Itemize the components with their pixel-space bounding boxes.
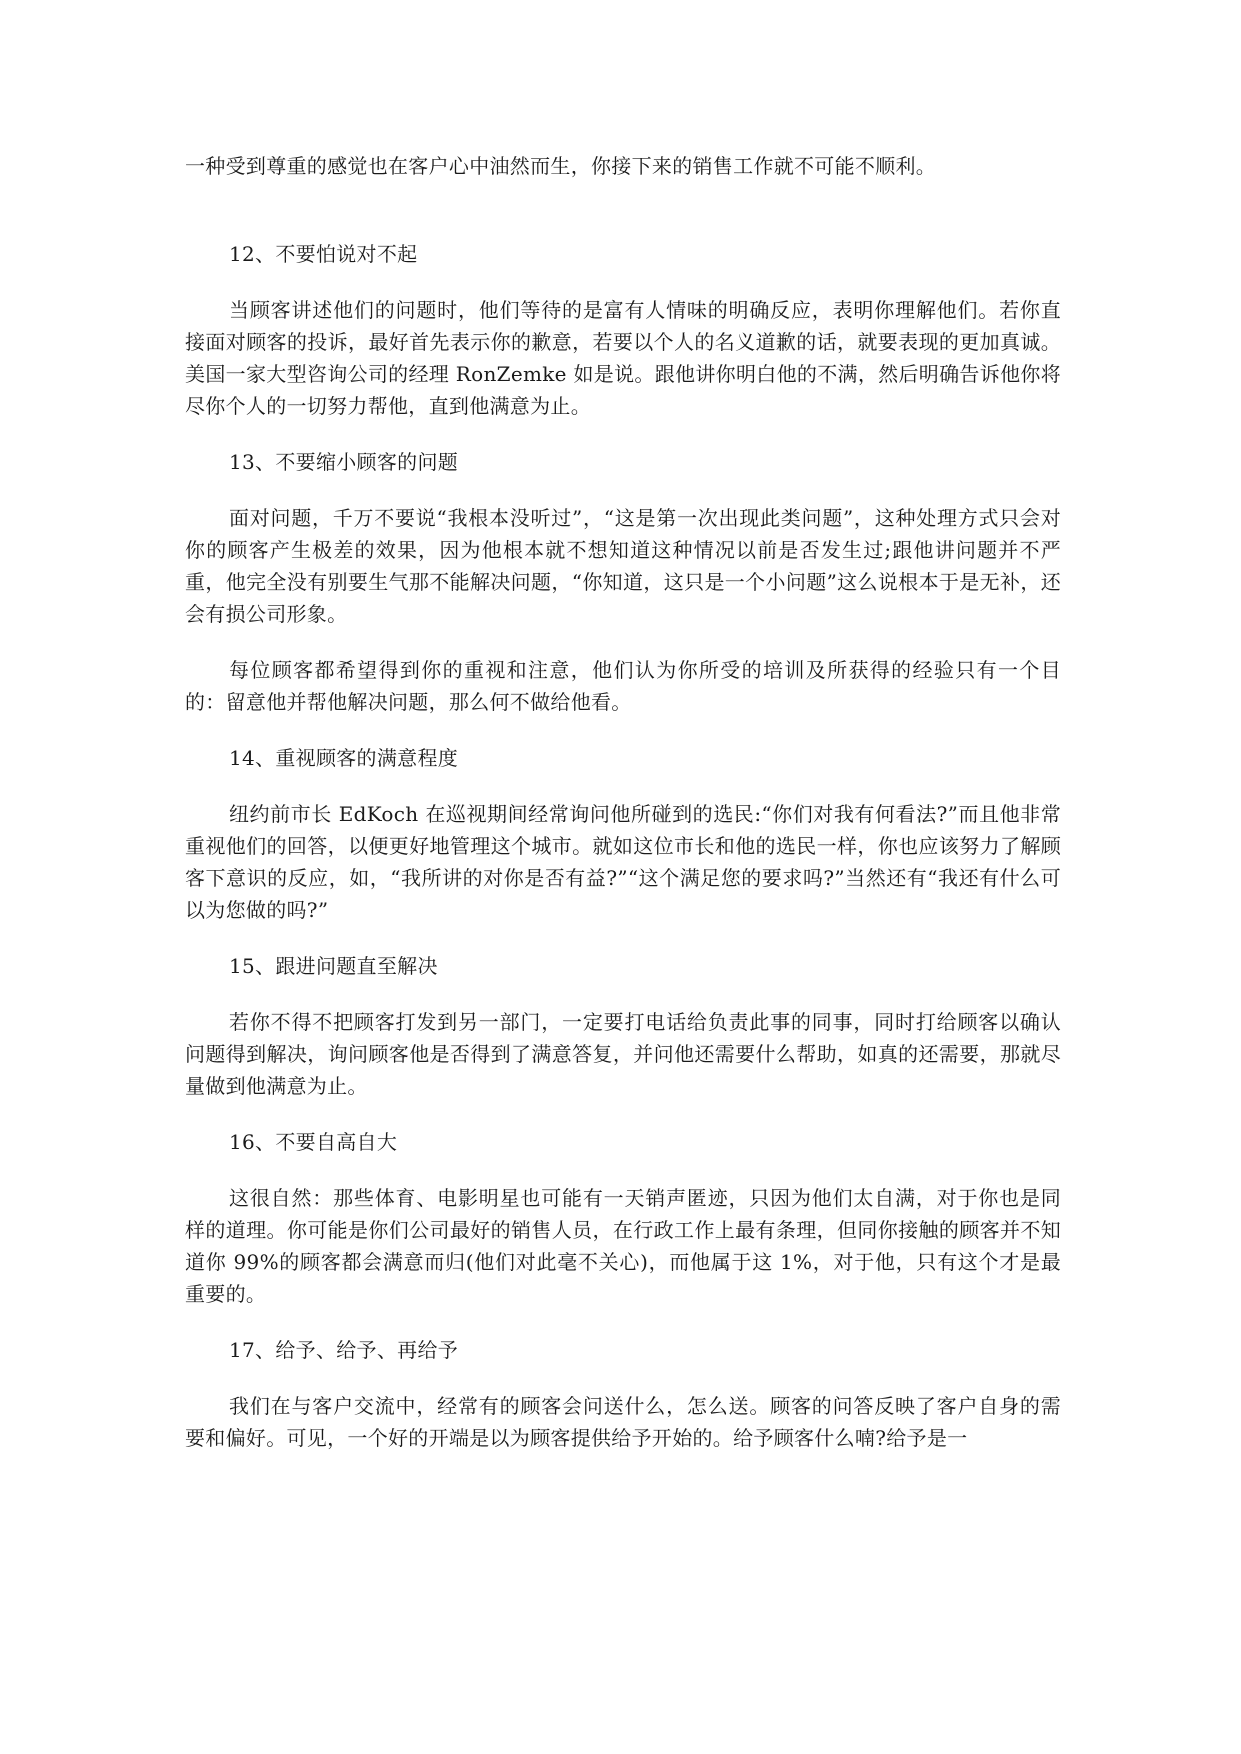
heading-17: 17、给予、给予、再给予: [229, 1338, 459, 1362]
paragraph-intro: 一种受到尊重的感觉也在客户心中油然而生，你接下来的销售工作就不可能不顺利。: [185, 154, 937, 178]
heading-16: 16、不要自高自大: [229, 1130, 398, 1154]
paragraph-13a: 面对问题，千万不要说“我根本没听过”，“这是第一次出现此类问题”，这种处理方式只会对你的顾客产生极差的效果，因为他根本就不想知道这种情况以前是否发生过;跟他讲问题并不严重，他完全没有别要生气那不能解决问题，“你知道，这只是一个小问题”这么说根本于是无补，还会有损公司形象。: [185, 506, 1061, 626]
paragraph-14: 纽约前市长 EdKoch 在巡视期间经常询问他所碰到的选民:“你们对我有何看法?”而且他非常重视他们的回答，以便更好地管理这个城市。就如这位市长和他的选民一样，你也应该努力了解顾客下意识的反应，如，“我所讲的对你是否有益?”“这个满足您的要求吗?”当然还有“我还有什么可以为您做的吗?”: [185, 802, 1061, 922]
heading-12: 12、不要怕说对不起: [229, 242, 418, 266]
heading-14: 14、重视顾客的满意程度: [229, 746, 459, 770]
paragraph-12: 当顾客讲述他们的问题时，他们等待的是富有人情味的明确反应，表明你理解他们。若你直接面对顾客的投诉，最好首先表示你的歉意，若要以个人的名义道歉的话，就要表现的更加真诚。美国一家大型咨询公司的经理 RonZemke 如是说。跟他讲你明白他的不满，然后明确告诉他你将尽你个人的一切努力帮他，直到他满意为止。: [185, 298, 1061, 418]
paragraph-13b: 每位顾客都希望得到你的重视和注意，他们认为你所受的培训及所获得的经验只有一个目的：留意他并帮他解决问题，那么何不做给他看。: [185, 658, 1061, 714]
heading-15: 15、跟进问题直至解决: [229, 954, 438, 978]
paragraph-16: 这很自然：那些体育、电影明星也可能有一天销声匿迹，只因为他们太自满，对于你也是同样的道理。你可能是你们公司最好的销售人员，在行政工作上最有条理，但同你接触的顾客并不知道你 99%的顾客都会满意而归(他们对此毫不关心)，而他属于这 1%，对于他，只有这个才是最重要的。: [185, 1186, 1061, 1306]
document-page: [185, 150, 1061, 1454]
paragraph-15: 若你不得不把顾客打发到另一部门，一定要打电话给负责此事的同事，同时打给顾客以确认问题得到解决，询问顾客他是否得到了满意答复，并问他还需要什么帮助，如真的还需要，那就尽量做到他满意为止。: [185, 1010, 1061, 1098]
paragraph-17: 我们在与客户交流中，经常有的顾客会问送什么，怎么送。顾客的问答反映了客户自身的需要和偏好。可见，一个好的开端是以为顾客提供给予开始的。给予顾客什么喃?给予是一: [185, 1394, 1061, 1450]
heading-13: 13、不要缩小顾客的问题: [229, 450, 459, 474]
